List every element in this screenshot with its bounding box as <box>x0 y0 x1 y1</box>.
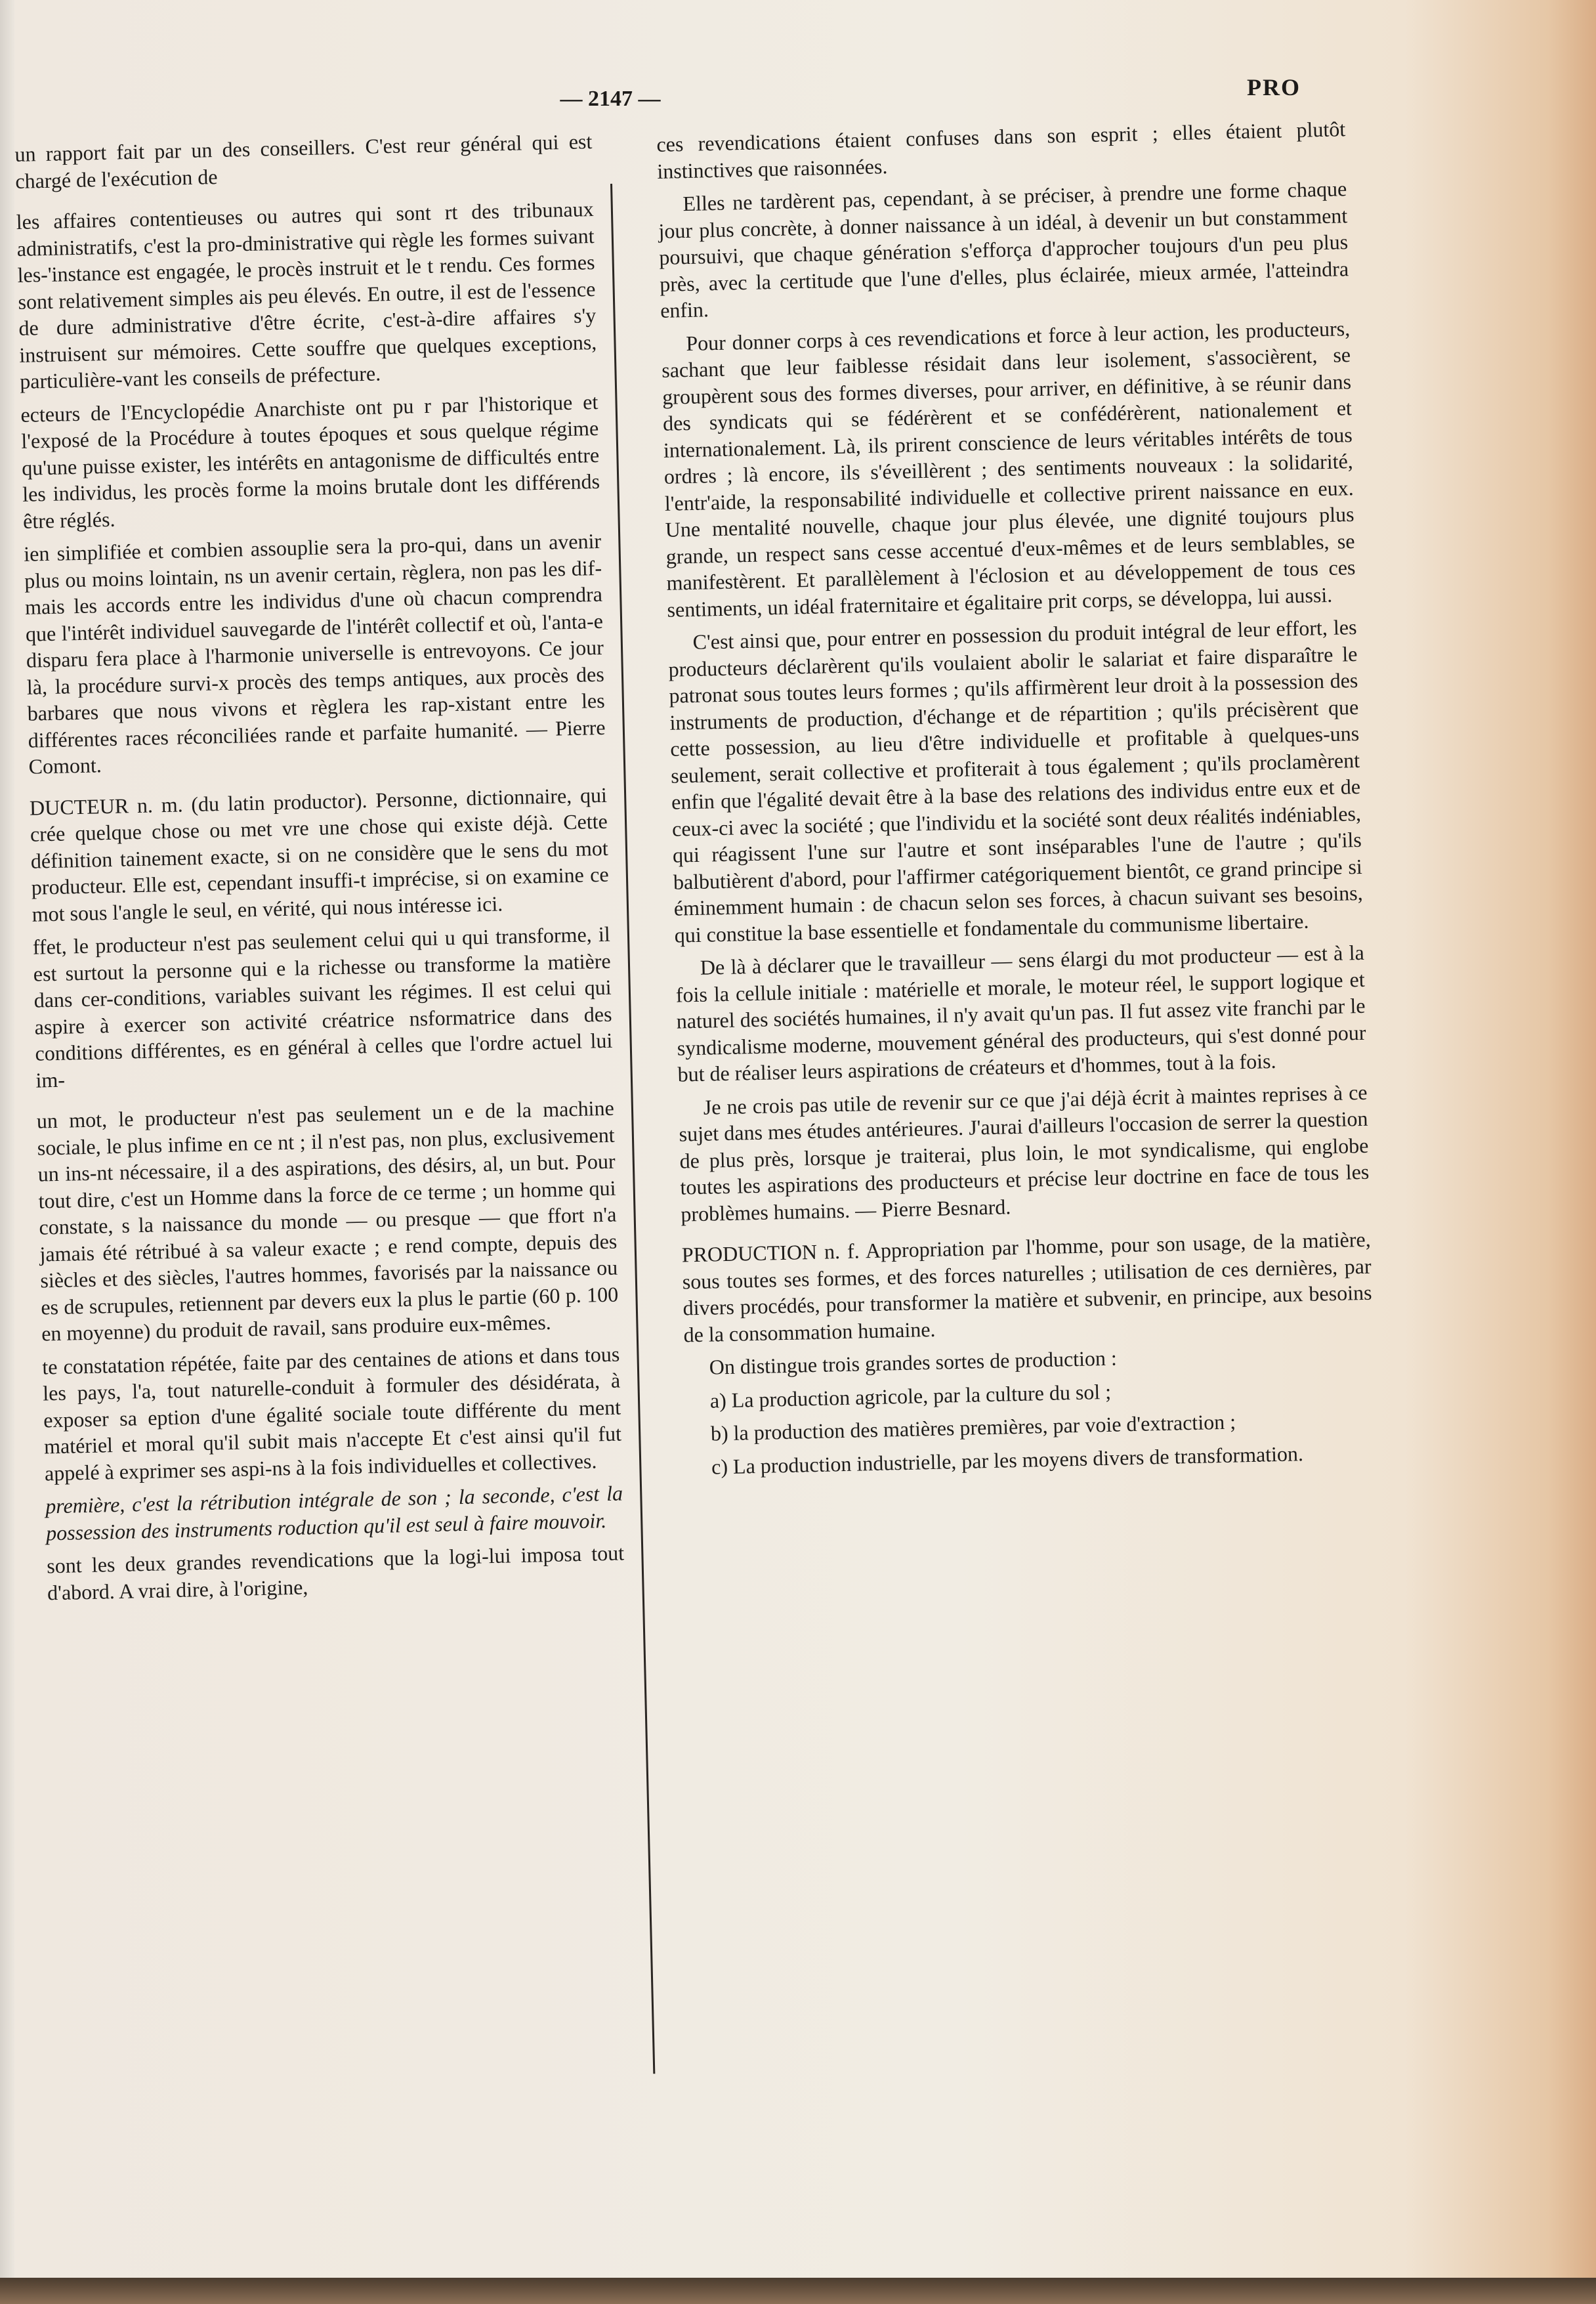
paragraph: ces revendications étaient confuses dans son esprit ; elles étaient plutôt instinctives que raisonnées. <box>656 117 1346 183</box>
paragraph: Je ne crois pas utile de revenir sur ce que j'ai déjà écrit à maintes reprises à ce sujet dans mes études antérieures. J'aurai d'ailleurs l'occasion de serrer la question de plus près, lorsque je traiterai, plus loin, le mot syndicalisme, qui englobe toutes les aspirations des producteurs et précise leur doctrine en face de tous les problèmes humains. — Pierre Besnard. <box>679 1080 1370 1226</box>
paragraph: te constatation répétée, faite par des centaines de ations et dans tous les pays, l'a, tout naturelle-conduit à formuler des désidérata, à exposer sa eption d'une égalité sociale toute différente du ment matériel et moral qu'il subit mais n'accepte Et c'est ainsi qu'il fut appelé à exprimer ses aspi-ns à la fois individuelles et collectives. <box>41 1342 622 1485</box>
paragraph: ien simplifiée et combien assouplie sera la pro-qui, dans un avenir plus ou moins lointain, ns un avenir certain, règlera, non pas les dif-mais les accords entre les individus d'une où chacun comprendra que l'intérêt individuel sauvegarde de l'intérêt collectif et où, l'anta-e disparu fera place à l'harmonie universelle is entrevoyons. Ce jour là, la procédure survi-x procès des temps antiques, aux procès des barbares que nous vivons et règlera les rap-xistant entre les différentes races réconciliées rande et parfaite humanité. — Pierre Comont. <box>23 528 606 779</box>
paragraph: les affaires contentieuses ou autres qui sont rt des tribunaux administratifs, c'est la pro-dministrative qui règle les formes suivant les-'instance est engagée, le procès instruit et le t rendu. Ces formes sont relativement simples ais peu élevés. En outre, il est de l'essence de dure administrative d'être écrite, c'est-à-dire affaires s'y instruisent sur mémoires. Cette souffre que quelques exceptions, particulière-vant les conseils de préfecture. <box>16 197 597 393</box>
binding-shadow <box>0 2278 1596 2304</box>
entry-production: PRODUCTION n. f. Appropriation par l'homme, pour son usage, de la matière, sous toutes ses formes, et des forces naturelles ; utilisation de ces dernières, par divers procédés, pour transformer la matière et subvenir, en principe, aux besoins de la consommation humaine. <box>681 1227 1372 1347</box>
paragraph: On distingue trois grandes sortes de production : <box>709 1346 1118 1379</box>
column-divider <box>610 184 655 2074</box>
paragraph-italic: première, c'est la rétribution intégrale de son ; la seconde, c'est la possession des instruments roduction qu'il est seul à faire mouvoir. <box>45 1481 623 1545</box>
paragraph: De là à déclarer que le travailleur — sens élargi du mot producteur — est à la fois la cellule initiale : matérielle et morale, le moteur réel, le support logique et naturel des sociétés humaines, il n'y avait qu'un pas. Il fut assez vite franchi par le syndicalisme moderne, mouvement général des producteurs, qui s'est donné pour but de réaliser leurs aspirations de créateurs et d'hommes, tout à la fois. <box>675 940 1366 1086</box>
paragraph: C'est ainsi que, pour entrer en possession du produit intégral de leur effort, les producteurs déclarèrent qu'ils voulaient abolir le salariat et faire disparaître le patronat sous toutes leurs formes ; qu'ils affirmèrent leur droit à la possession des instruments de production, d'échange et de répartition ; qu'ils précisèrent que cette possession, au lieu d'être individuelle et profitable à quelques-uns seulement, serait collective et profiterait à tous également ; qu'ils proclamèrent enfin que l'égalité devait être à la base des relations des individus entre eux et de ceux-ci avec la société ; que l'individu et la société sont deux réalités indéniables, qui réagissent l'une sur l'autre et sont inséparables l'une de l'autre ; qu'ils balbutièrent d'abord, pour l'affirmer catégoriquement bientôt, ce grand principe si éminemment humain : de chacun selon ses forces, à chacun suivant ses besoins, qui constitue la base essentielle et fondamentale du communisme libertaire. <box>668 614 1363 947</box>
list-item: b) la production des matières premières, par voie d'extraction ; <box>710 1409 1236 1445</box>
entry-producteur: DUCTEUR n. m. (du latin productor). Personne, dictionnaire, qui crée quelque chose ou met vre une chose qui existe déjà. Cette définition tainement exacte, si on ne considère que le sens du mot producteur. Elle est, cependant insuffi-t imprécise, si on examine ce mot sous l'angle le seul, en vérité, qui nous intéresse ici. <box>29 782 609 926</box>
paragraph: ffet, le producteur n'est pas seulement celui qui u qui transforme, il est surtout la personne qui e la richesse ou transforme la matière dans cer-conditions, variables suivant les régimes. Il est celui qui aspire à exercer son activité créatrice nsformatrice dans des conditions différentes, es en général à celles que l'ordre actuel lui im- <box>32 922 613 1092</box>
page-edge <box>0 0 14 2278</box>
left-column <box>14 128 625 1612</box>
list-item: a) La production agricole, par la culture du sol ; <box>709 1379 1112 1413</box>
paragraph: un mot, le producteur n'est pas seulement un e de la machine sociale, le plus infime en ce nt ; il n'est pas, non plus, exclusivement un ins-nt nécessaire, il a des aspirations, des désirs, al, un but. Pour tout dire, c'est un Homme dans la force de ce terme ; un homme qui constate, s la naissance du monde — ou presque — que ffort n'a jamais été rétribué à sa valeur exacte ; e rend compte, depuis des siècles et des siècles, l'autres hommes, favorisés par la naissance ou es de scrupules, retiennent par devers eux la plus le partie (60 p. 100 en moyenne) du produit de ravail, sans produire eux-mêmes. <box>36 1096 619 1346</box>
paragraph: ecteurs de l'Encyclopédie Anarchiste ont pu r par l'historique et l'exposé de la Procédure à toutes époques et sous quelque régime qu'une puisse exister, les intérêts en antagonisme de difficultés entre les individus, les procès forme la moins brutale dont les différends être réglés. <box>20 389 600 533</box>
right-column <box>656 116 1376 1487</box>
paragraph: sont les deux grandes revendications que la logi-lui imposa tout d'abord. A vrai dire, à l'origine, <box>46 1541 625 1604</box>
paragraph: un rapport fait par un des conseillers. C'est reur général qui est chargé de l'exécution de <box>14 129 593 193</box>
paragraph: Elles ne tardèrent pas, cependant, à se préciser, à prendre une forme chaque jour plus concrète, à donner naissance à un idéal, à devenir un but constamment poursuivi, que chaque génération s'efforça d'approcher toujours d'un peu plus près, avec la certitude que l'une d'elles, plus éclairée, mieux armée, l'atteindra enfin. <box>658 177 1349 322</box>
list-item: c) La production industrielle, par les moyens divers de transformation. <box>711 1441 1304 1479</box>
running-head: PRO <box>1247 74 1301 100</box>
page-number: — 2147 — <box>560 87 661 111</box>
paragraph: Pour donner corps à ces revendications et force à leur action, les producteurs, sachant que leur faiblesse résidait dans leur isolement, s'associèrent, se groupèrent sous des formes diverses, pour arriver, en définitive, à se réunir dans des syndicats qui se fédérèrent et se confédérèrent, nationalement et internationalement. Là, ils prirent conscience de leurs véritables intérêts de tous ordres ; là encore, ils s'éveillèrent ; des sentiments nouveaux : la solidarité, l'entr'aide, la responsabilité individuelle et collective prirent naissance en eux. Une mentalité nouvelle, chaque jour plus élevée, une dignité toujours plus grande, un respect sans cesse accentué d'eux-mêmes et de leurs semblables, se manifestèrent. Et parallèlement à l'éclosion et au développement de tous ces sentiments, un idéal fraternitaire et égalitaire prit corps, se développa, lui aussi. <box>661 316 1356 622</box>
